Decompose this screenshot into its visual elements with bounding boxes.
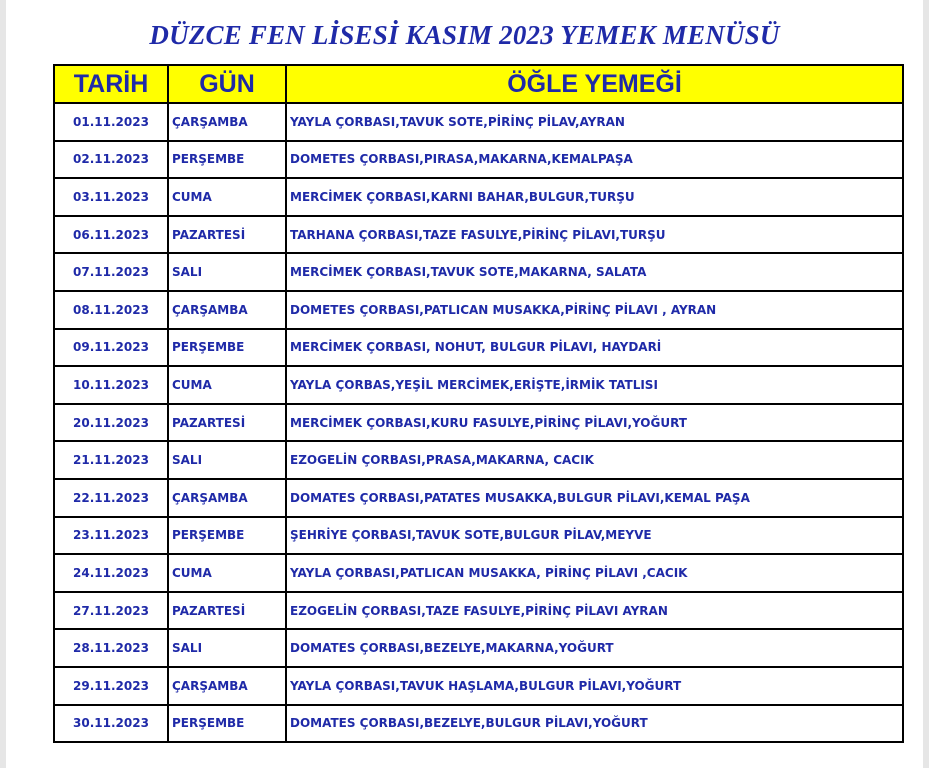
table-row	[54, 667, 903, 705]
row-day: ÇARŞAMBA	[168, 291, 286, 329]
row-meal: MERCİMEK ÇORBASI,KARNI BAHAR,BULGUR,TURŞU	[286, 178, 903, 216]
table-row	[54, 178, 903, 216]
row-meal: DOMATES ÇORBASI,PATATES MUSAKKA,BULGUR PİLAVI,KEMAL PAŞA	[286, 479, 903, 517]
row-meal: YAYLA ÇORBASI,TAVUK SOTE,PİRİNÇ PİLAV,AYRAN	[286, 103, 903, 141]
row-day: PAZARTESİ	[168, 404, 286, 442]
row-date: 10.11.2023	[54, 366, 168, 404]
row-meal: TARHANA ÇORBASI,TAZE FASULYE,PİRİNÇ PİLAVI,TURŞU	[286, 216, 903, 254]
table-row	[54, 517, 903, 555]
table-row	[54, 103, 903, 141]
header-day: GÜN	[168, 65, 286, 103]
row-date: 21.11.2023	[54, 441, 168, 479]
row-meal: ŞEHRİYE ÇORBASI,TAVUK SOTE,BULGUR PİLAV,MEYVE	[286, 517, 903, 555]
table-row	[54, 441, 903, 479]
row-meal: DOMATES ÇORBASI,BEZELYE,BULGUR PİLAVI,YOĞURT	[286, 705, 903, 743]
row-date: 27.11.2023	[54, 592, 168, 630]
row-meal: DOMETES ÇORBASI,PATLICAN MUSAKKA,PİRİNÇ PİLAVI , AYRAN	[286, 291, 903, 329]
left-frame-border	[0, 0, 6, 768]
table-row	[54, 216, 903, 254]
table-row	[54, 592, 903, 630]
row-meal: DOMETES ÇORBASI,PIRASA,MAKARNA,KEMALPAŞA	[286, 141, 903, 179]
header-date: TARİH	[54, 65, 168, 103]
row-day: ÇARŞAMBA	[168, 667, 286, 705]
row-date: 01.11.2023	[54, 103, 168, 141]
table-row	[54, 705, 903, 743]
table-row	[54, 141, 903, 179]
table-row	[54, 366, 903, 404]
row-date: 08.11.2023	[54, 291, 168, 329]
row-meal: EZOGELİN ÇORBASI,PRASA,MAKARNA, CACIK	[286, 441, 903, 479]
row-day: CUMA	[168, 178, 286, 216]
row-date: 24.11.2023	[54, 554, 168, 592]
row-day: ÇARŞAMBA	[168, 103, 286, 141]
row-date: 02.11.2023	[54, 141, 168, 179]
row-meal: MERCİMEK ÇORBASI, NOHUT, BULGUR PİLAVI, HAYDARİ	[286, 329, 903, 367]
row-day: PERŞEMBE	[168, 517, 286, 555]
row-day: PAZARTESİ	[168, 592, 286, 630]
row-day: PERŞEMBE	[168, 329, 286, 367]
table-row	[54, 629, 903, 667]
row-date: 29.11.2023	[54, 667, 168, 705]
table-row	[54, 291, 903, 329]
row-date: 20.11.2023	[54, 404, 168, 442]
row-day: ÇARŞAMBA	[168, 479, 286, 517]
row-day: SALI	[168, 253, 286, 291]
row-meal: DOMATES ÇORBASI,BEZELYE,MAKARNA,YOĞURT	[286, 629, 903, 667]
right-frame-border	[923, 0, 929, 768]
page-title: DÜZCE FEN LİSESİ KASIM 2023 YEMEK MENÜSÜ	[149, 20, 780, 50]
row-day: CUMA	[168, 554, 286, 592]
row-meal: MERCİMEK ÇORBASI,TAVUK SOTE,MAKARNA, SALATA	[286, 253, 903, 291]
row-date: 30.11.2023	[54, 705, 168, 743]
row-date: 06.11.2023	[54, 216, 168, 254]
row-date: 07.11.2023	[54, 253, 168, 291]
row-meal: MERCİMEK ÇORBASI,KURU FASULYE,PİRİNÇ PİLAVI,YOĞURT	[286, 404, 903, 442]
table-row	[54, 404, 903, 442]
row-date: 09.11.2023	[54, 329, 168, 367]
row-meal: YAYLA ÇORBASI,PATLICAN MUSAKKA, PİRİNÇ PİLAVI ,CACIK	[286, 554, 903, 592]
row-day: PAZARTESİ	[168, 216, 286, 254]
row-date: 23.11.2023	[54, 517, 168, 555]
row-date: 28.11.2023	[54, 629, 168, 667]
header-meal: ÖĞLE YEMEĞİ	[286, 65, 903, 103]
table-row	[54, 329, 903, 367]
table-row	[54, 479, 903, 517]
row-date: 03.11.2023	[54, 178, 168, 216]
header-row	[54, 65, 903, 103]
row-day: PERŞEMBE	[168, 141, 286, 179]
row-day: PERŞEMBE	[168, 705, 286, 743]
row-day: SALI	[168, 441, 286, 479]
row-meal: YAYLA ÇORBAS,YEŞİL MERCİMEK,ERİŞTE,İRMİK TATLISI	[286, 366, 903, 404]
table-row	[54, 554, 903, 592]
row-date: 22.11.2023	[54, 479, 168, 517]
menu-table	[53, 64, 904, 743]
table-row	[54, 253, 903, 291]
row-meal: YAYLA ÇORBASI,TAVUK HAŞLAMA,BULGUR PİLAVI,YOĞURT	[286, 667, 903, 705]
row-day: CUMA	[168, 366, 286, 404]
row-day: SALI	[168, 629, 286, 667]
row-meal: EZOGELİN ÇORBASI,TAZE FASULYE,PİRİNÇ PİLAVI AYRAN	[286, 592, 903, 630]
